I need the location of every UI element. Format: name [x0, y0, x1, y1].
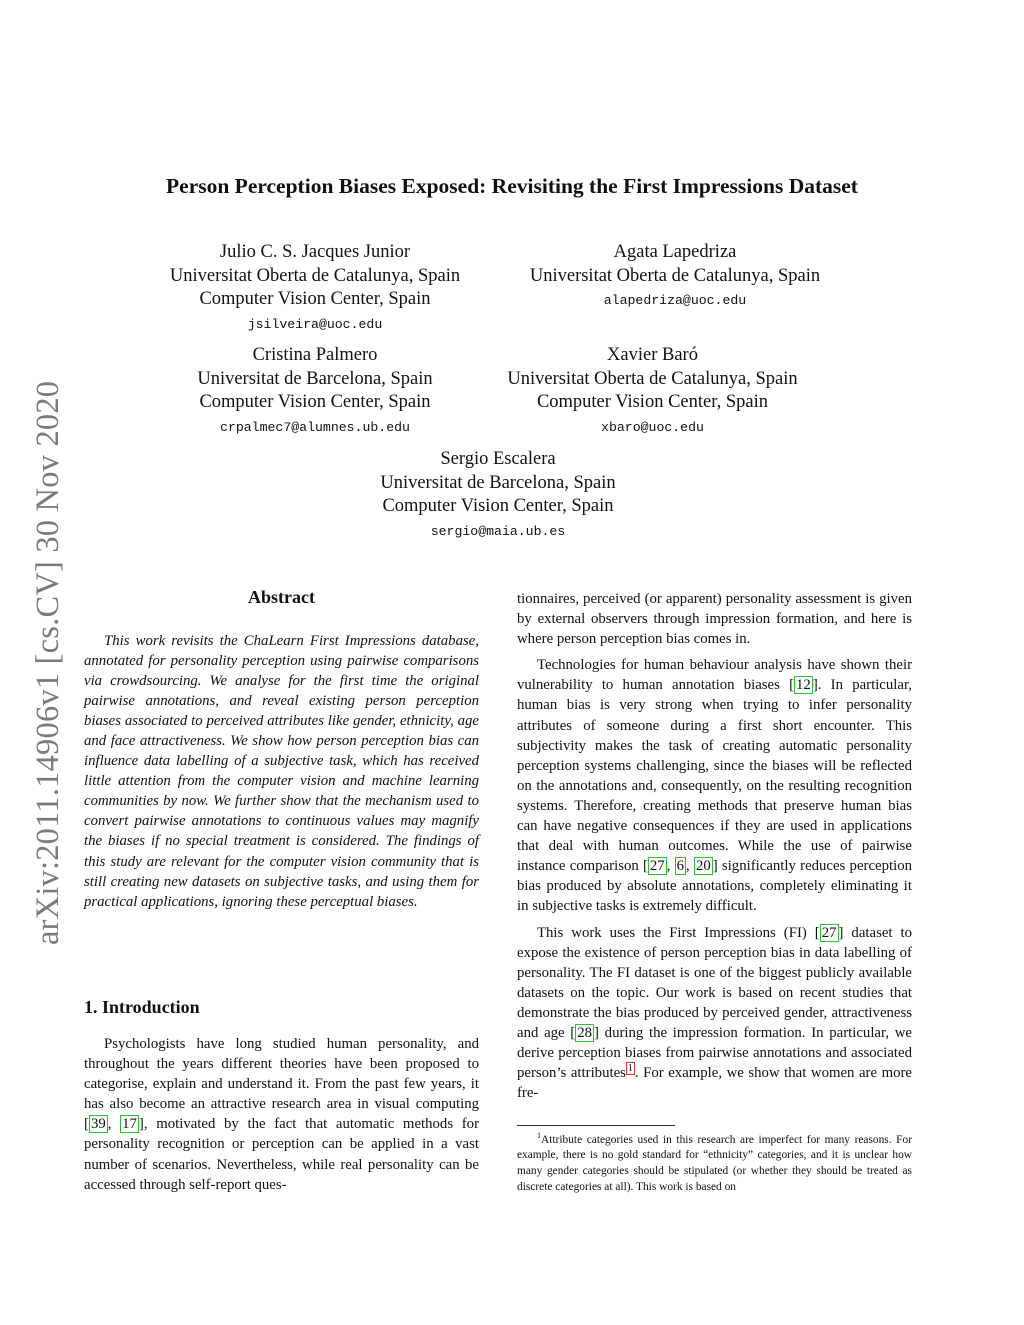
footnote-marker: 1: [537, 1131, 541, 1140]
citation-link[interactable]: 27: [649, 858, 665, 875]
intro-paragraph: Psychologists have long studied human personality, and throughout the years different theories have been proposed to categorise, explain and understand it. From the past few years, it has also become an attractive research area in visual computing [ 39 , 17 ], motivated by the fact that automatic methods for personality recognition or perception can be applied in a vast number of scenarios. Nevertheless, while real personality can be accessed through self-report ques-: [84, 1036, 479, 1193]
author-affiliation: Computer Vision Center, Spain: [199, 392, 431, 412]
footnote-link[interactable]: 1: [627, 1063, 633, 1075]
text-run: ] dataset to expose the existence of person perception bias in data labelling of personality. The FI dataset is one of the biggest publicly available datasets on the topic. Our work is based on recent studies that demonstrate the bias produced by perceived gender, attractiveness and age [: [517, 924, 912, 1041]
author-name: Cristina Palmero: [252, 345, 378, 365]
citation-link[interactable]: 12: [796, 677, 811, 694]
text-run: This work uses the First Impressions (FI) [: [537, 924, 820, 941]
author-block-lapedriza: [510, 241, 840, 314]
author-affiliation: Computer Vision Center, Spain: [536, 392, 769, 412]
citation-link[interactable]: 6: [676, 858, 685, 875]
text-run: . For example, we show that women are more fre-: [517, 1065, 912, 1102]
section-heading-introduction: 1. Introduction: [84, 997, 200, 1017]
paragraph: Technologies for human behaviour analysis have shown their vulnerability to human annotation biases [ 12 ]. In particular, human bias is very strong when trying to infer personality attributes of someone during a first short encounter. This subjectivity makes the task of creating automatic personality perception systems challenging, since the biases will be reflected on the annotations and, consequently, on the resulting recognition systems. Therefore, creating methods that preserve human bias can have negative consequences if they are used in applications that deal with human outcomes. While the use of pairwise instance comparison [ 27 , 6 , 20 ] significantly reduces perception bias produced by absolute annotations, completely eliminating it in subjective tasks is extremely difficult.: [517, 657, 912, 915]
author-affiliation: Computer Vision Center, Spain: [382, 496, 614, 516]
author-email[interactable]: xbaro@uoc.edu: [601, 419, 704, 435]
citation-link[interactable]: 27: [821, 924, 837, 941]
author-affiliation: Universitat Oberta de Catalunya, Spain: [529, 265, 821, 286]
author-name: Sergio Escalera: [440, 449, 556, 469]
text-run: Psychologists have long studied human personality, and throughout the years different theories have been proposed to categorise, explain and understand it. From the past few years, it has also become an attractive research area in visual computing [: [84, 1036, 479, 1133]
author-block-jacques: [150, 241, 480, 338]
citation-link[interactable]: 20: [695, 858, 711, 875]
footnote: [517, 1128, 912, 1195]
arxiv-identifier-stamp: arXiv:2011.14906v1 [cs.CV] 30 Nov 2020: [30, 380, 66, 945]
citation-link[interactable]: 28: [577, 1024, 593, 1041]
paragraph: tionnaires, perceived (or apparent) personality assessment is given by external observers through impression formation, and here is where person perception bias comes in.: [517, 591, 912, 648]
citation-link[interactable]: 39: [90, 1116, 106, 1133]
author-block-baro: [480, 344, 825, 441]
citation-link[interactable]: 17: [122, 1116, 137, 1133]
author-affiliation: Universitat Oberta de Catalunya, Spain: [169, 265, 461, 286]
abstract-text: This work revisits the ChaLearn First Impressions database, annotated for personality perception using pairwise comparisons via crowdsourcing. We analyse for the first time the original pairwise annotations, and reveal existing person perception biases associated to perceived attributes like gender, ethnicity, age and face attractiveness. We show how person perception bias can influence data labelling of a subjective task, which has received little attention from the computer vision and machine learning communities by now. We further show that the mechanism used to convert pairwise annotations to continuous values may magnify the biases if no special treatment is considered. The findings of this study are relevant for the computer vision community that is still creating new datasets on subjective tasks, and using them for practical applications, ignoring these perceptual biases.: [84, 633, 479, 910]
abstract-heading: Abstract: [248, 587, 315, 607]
author-email[interactable]: crpalmec7@alumnes.ub.edu: [220, 419, 410, 435]
author-name: Xavier Baró: [607, 345, 698, 365]
right-column-body: [517, 589, 912, 1103]
author-block-escalera: [333, 448, 663, 545]
author-affiliation: Universitat Oberta de Catalunya, Spain: [507, 368, 798, 389]
author-name: Julio C. S. Jacques Junior: [219, 242, 411, 262]
text-run: ]. In particular, human bias is very strong when trying to infer personality attributes of someone during a first short encounter. This subjectivity makes the task of creating automatic personality perception systems challenging, since the biases will be reflected on the annotations and, consequently, on the resulting recognition systems. Therefore, creating methods that preserve human bias can have negative consequences if they are used in applications that deal with human outcomes. While the use of pairwise instance comparison [: [517, 677, 912, 875]
text-run: ], motivated by the fact that automatic methods for personality recognition or perception can be applied in a vast number of scenarios. Nevertheless, while real personality can be accessed through self-report ques-: [84, 1116, 479, 1193]
author-email[interactable]: alapedriza@uoc.edu: [603, 293, 747, 308]
text-run: Technologies for human behaviour analysis have shown their vulnerability to human annotation biases [: [517, 657, 912, 694]
author-affiliation: Universitat de Barcelona, Spain: [197, 368, 433, 389]
author-affiliation: Universitat de Barcelona, Spain: [380, 472, 616, 493]
author-email[interactable]: jsilveira@uoc.edu: [247, 316, 383, 332]
footnote-divider: [517, 1125, 675, 1126]
author-email[interactable]: sergio@maia.ub.es: [430, 523, 566, 539]
author-name: Agata Lapedriza: [613, 242, 737, 262]
paragraph: [517, 923, 912, 1104]
author-block-palmero: [150, 344, 480, 441]
footnote-text: Attribute categories used in this research are imperfect for many reasons. For example, there is no gold standard for “ethnicity” categories, and it is unclear how many gender categories should be stipulated (or whether they should be treated as discrete categories at all). This work is based on: [517, 1133, 912, 1193]
text-run: ] significantly reduces perception bias produced by absolute annotations, completely eliminating it in subjective tasks is extremely difficult.: [517, 858, 912, 915]
paper-title: Person Perception Biases Exposed: Revisiting the First Impressions Dataset: [166, 174, 858, 198]
author-affiliation: Computer Vision Center, Spain: [199, 289, 431, 309]
text-run: ] during the impression formation. In particular, we derive perception biases from pairwise annotations and associated person’s attributes: [517, 1024, 912, 1082]
